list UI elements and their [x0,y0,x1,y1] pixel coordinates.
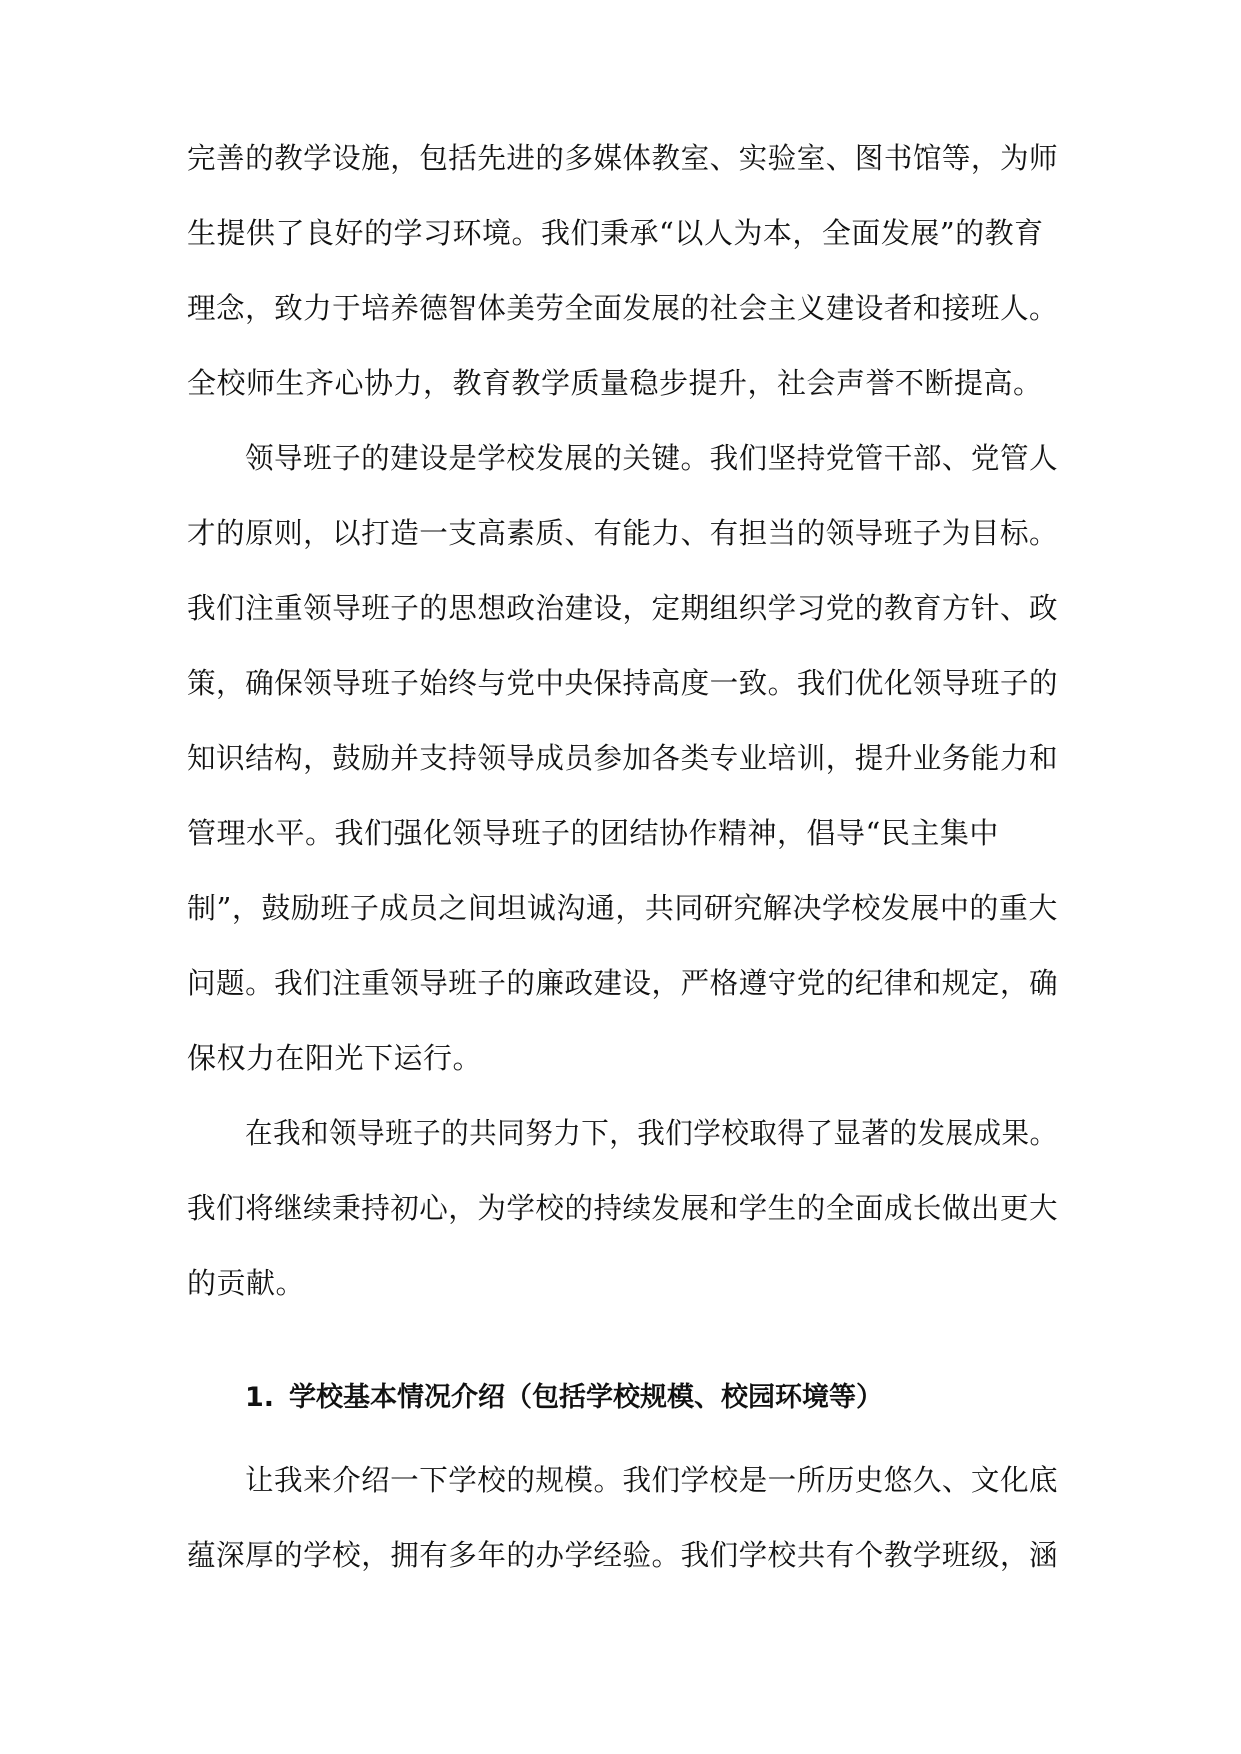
paragraph-line: 全校师生齐心协力，教育教学质量稳步提升，社会声誉不断提高。 [187,366,1043,400]
paragraph-line: 知识结构，鼓励并支持领导成员参加各类专业培训，提升业务能力和 [187,741,1059,775]
paragraph-line: 蕴深厚的学校，拥有多年的办学经验。我们学校共有个教学班级，涵 [187,1538,1059,1572]
paragraph-line: 理念，致力于培养德智体美劳全面发展的社会主义建设者和接班人。 [187,291,1059,325]
paragraph-line: 生提供了良好的学习环境。我们秉承“以人为本，全面发展”的教育 [187,216,1044,250]
paragraph-line: 保权力在阳光下运行。 [187,1041,483,1075]
paragraph-line: 让我来介绍一下学校的规模。我们学校是一所历史悠久、文化底 [245,1463,1059,1497]
paragraph-line: 才的原则，以打造一支高素质、有能力、有担当的领导班子为目标。 [187,516,1059,550]
paragraph-line: 我们将继续秉持初心，为学校的持续发展和学生的全面成长做出更大 [187,1191,1059,1225]
paragraph-line: 领导班子的建设是学校发展的关键。我们坚持党管干部、党管人 [245,441,1059,475]
paragraph-line: 我们注重领导班子的思想政治建设，定期组织学习党的教育方针、政 [187,591,1059,625]
paragraph-line: 问题。我们注重领导班子的廉政建设，严格遵守党的纪律和规定，确 [187,966,1059,1000]
paragraph-line: 策，确保领导班子始终与党中央保持高度一致。我们优化领导班子的 [187,666,1059,700]
section-heading [245,1380,883,1416]
paragraph-line: 在我和领导班子的共同努力下，我们学校取得了显著的发展成果。 [245,1116,1058,1150]
paragraph-line: 完善的教学设施，包括先进的多媒体教室、实验室、图书馆等，为师 [187,141,1059,175]
paragraph-line: 的贡献。 [187,1266,306,1300]
paragraph-line: 制”，鼓励班子成员之间坦诚沟通，共同研究解决学校发展中的重大 [187,891,1058,925]
section-title: 学校基本情况介绍（包括学校规模、校园环境等） [289,1382,883,1413]
paragraph-line: 管理水平。我们强化领导班子的团结协作精神，倡导“民主集中 [187,816,999,850]
section-number: 1. [245,1382,275,1413]
